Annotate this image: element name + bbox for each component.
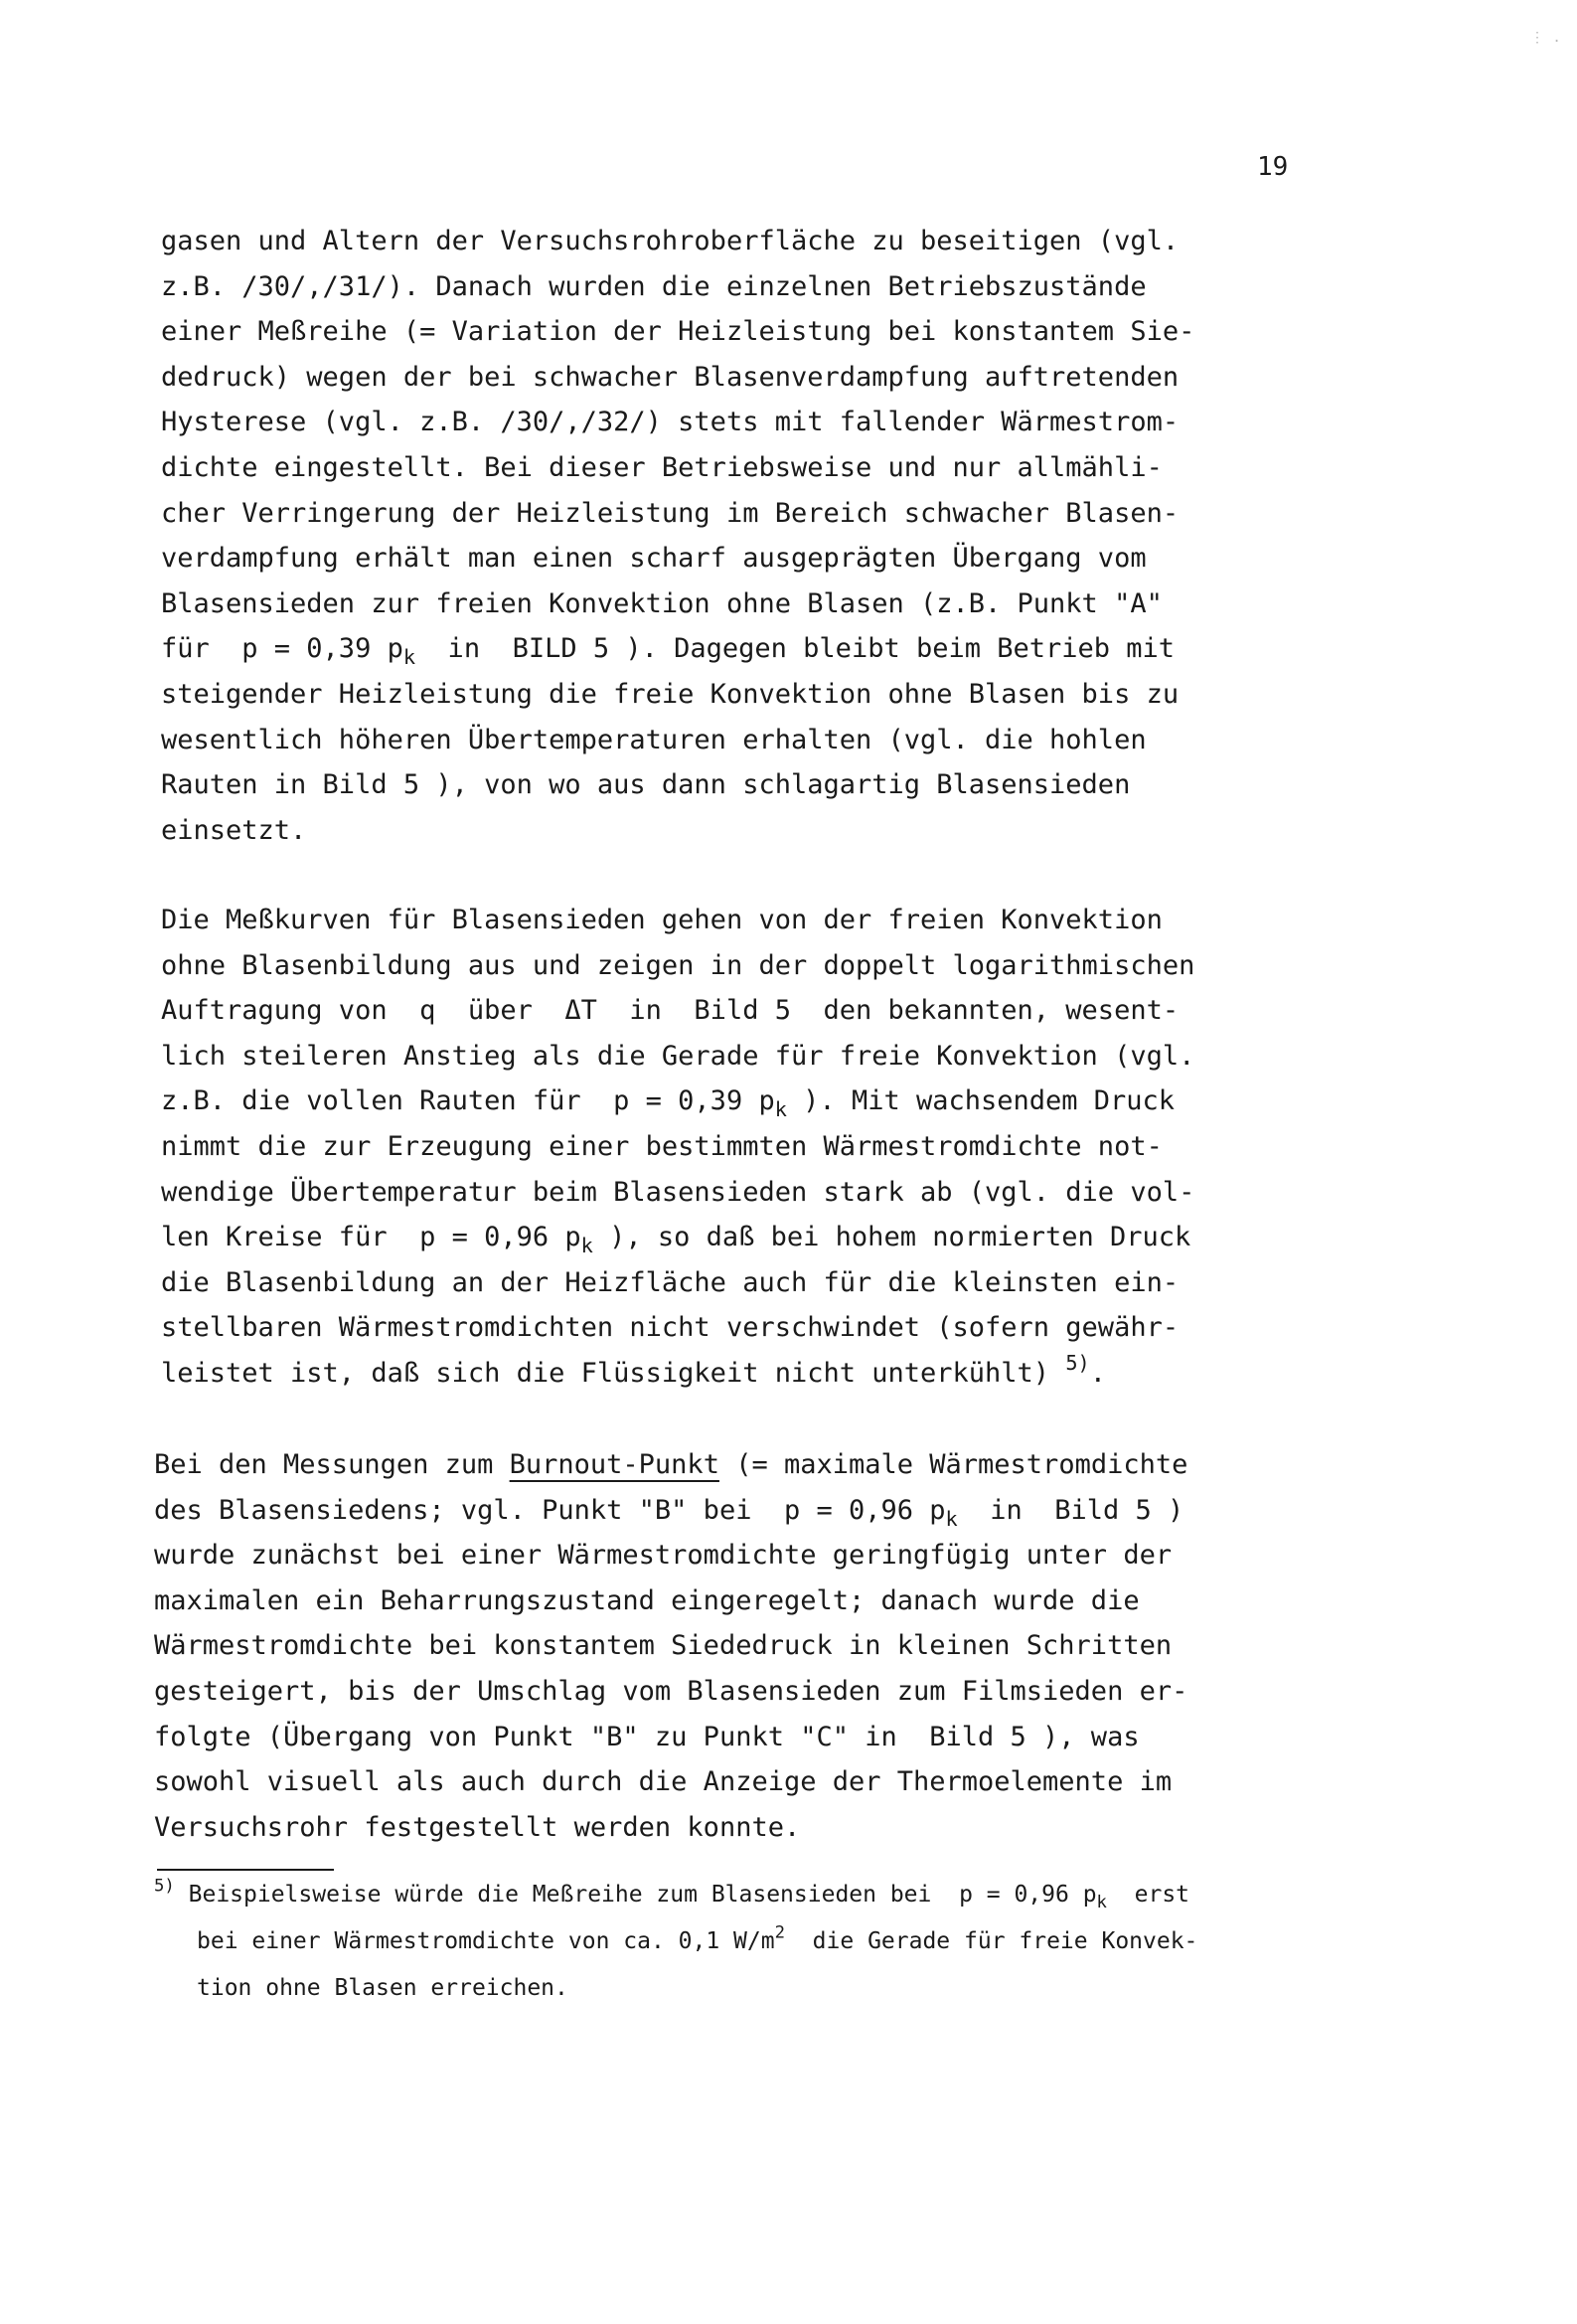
subscript-k: k xyxy=(580,1234,593,1258)
underlined-term: Burnout-Punkt xyxy=(509,1449,719,1480)
footnote-line xyxy=(154,1872,1337,1918)
text-line: folgte (Übergang von Punkt "B" zu Punkt "C" in Bild 5 ), was xyxy=(154,1721,1140,1752)
text-segment: für p = 0,39 p xyxy=(161,633,403,665)
subscript-k: k xyxy=(1096,1893,1107,1913)
text-segment: erst xyxy=(1106,1882,1190,1908)
text-line: einer Meßreihe (= Variation der Heizleistung bei konstantem Sie- xyxy=(161,316,1195,348)
paragraph-hysteresis xyxy=(161,219,1343,853)
text-segment: des Blasensiedens; vgl. Punkt "B" bei p = 0,96 p xyxy=(154,1494,946,1526)
text-segment: leistet ist, daß sich die Flüssigkeit nicht unterkühlt) xyxy=(161,1357,1066,1389)
text-line: Auftragung von q über ΔT in Bild 5 den bekannten, wesent- xyxy=(161,995,1180,1027)
text-line xyxy=(154,1442,1337,1488)
text-line: gesteigert, bis der Umschlag vom Blasensieden zum Filmsieden er- xyxy=(154,1675,1188,1707)
text-line: wendige Übertemperatur beim Blasensieden stark ab (vgl. die vol- xyxy=(161,1176,1195,1208)
text-line xyxy=(161,1351,1343,1397)
text-line: sowohl visuell als auch durch die Anzeige der Thermoelemente im xyxy=(154,1766,1173,1798)
text-line: maximalen ein Beharrungszustand eingeregelt; danach wurde die xyxy=(154,1584,1140,1616)
paragraph-bubble-boiling xyxy=(161,898,1343,1397)
text-line: Die Meßkurven für Blasensieden gehen von der freien Konvektion xyxy=(161,905,1163,935)
text-line: gasen und Altern der Versuchsrohroberfläche zu beseitigen (vgl. xyxy=(161,226,1180,256)
text-line: dedruck) wegen der bei schwacher Blasenverdampfung auftretenden xyxy=(161,361,1180,393)
text-segment: . xyxy=(1089,1357,1106,1389)
subscript-k: k xyxy=(402,645,416,670)
superscript-2: 2 xyxy=(774,1922,785,1943)
text-line: lich steileren Anstieg als die Gerade für freie Konvektion (vgl. xyxy=(161,1040,1195,1072)
scan-corner-mark: ⋮ . xyxy=(1530,30,1561,46)
text-segment: Beispielsweise würde die Meßreihe zum Blasensieden bei p = 0,96 p xyxy=(174,1882,1097,1908)
text-line: nimmt die zur Erzeugung einer bestimmten Wärmestromdichte not- xyxy=(161,1130,1163,1162)
text-line xyxy=(154,1488,1337,1534)
text-segment: z.B. die vollen Rauten für p = 0,39 p xyxy=(161,1085,775,1117)
text-line: stellbaren Wärmestromdichten nicht verschwindet (sofern gewähr- xyxy=(161,1312,1180,1344)
paragraph-burnout xyxy=(154,1442,1337,1850)
footnote xyxy=(154,1872,1337,2012)
text-line: cher Verringerung der Heizleistung im Bereich schwacher Blasen- xyxy=(161,497,1180,529)
text-segment: ), so daß bei hohem normierten Druck xyxy=(592,1222,1191,1253)
footnote-rule xyxy=(157,1869,334,1871)
subscript-k: k xyxy=(945,1506,958,1531)
text-line: Wärmestromdichte bei konstantem Siededruck in kleinen Schritten xyxy=(154,1630,1173,1662)
text-line: ohne Blasenbildung aus und zeigen in der doppelt logarithmischen xyxy=(161,949,1195,981)
text-segment: die Gerade für freie Konvek- xyxy=(784,1928,1198,1954)
footnote-marker: 5) xyxy=(154,1876,175,1897)
text-line: z.B. /30/,/31/). Danach wurden die einzelnen Betriebszustände xyxy=(161,270,1147,302)
footnote-reference: 5) xyxy=(1065,1350,1090,1375)
text-line: Rauten in Bild 5 ), von wo aus dann schlagartig Blasensieden xyxy=(161,769,1131,801)
text-line xyxy=(161,1215,1343,1260)
text-segment: Bei den Messungen zum xyxy=(154,1449,510,1480)
text-line: wurde zunächst bei einer Wärmestromdichte geringfügig unter der xyxy=(154,1540,1173,1572)
footnote-line: tion ohne Blasen erreichen. xyxy=(197,1975,568,2001)
text-line: steigender Heizleistung die freie Konvektion ohne Blasen bis zu xyxy=(161,678,1180,710)
page-number: 19 xyxy=(1257,152,1289,182)
text-segment: (= maximale Wärmestromdichte xyxy=(718,1449,1188,1480)
text-line xyxy=(161,626,1343,672)
text-line xyxy=(161,1079,1343,1124)
text-segment: len Kreise für p = 0,96 p xyxy=(161,1222,581,1253)
text-line: dichte eingestellt. Bei dieser Betriebsweise und nur allmähli- xyxy=(161,451,1163,483)
text-line: Versuchsrohr festgestellt werden konnte. xyxy=(154,1811,801,1843)
text-line: Hysterese (vgl. z.B. /30/,/32/) stets mit fallender Wärmestrom- xyxy=(161,407,1180,438)
text-line: verdampfung erhält man einen scharf ausgeprägten Übergang vom xyxy=(161,543,1147,575)
text-line: Blasensieden zur freien Konvektion ohne Blasen (z.B. Punkt "A" xyxy=(161,587,1163,619)
text-line: einsetzt. xyxy=(161,814,307,846)
text-segment: in BILD 5 ). Dagegen bleibt beim Betrieb mit xyxy=(415,633,1176,665)
text-segment: in Bild 5 ) xyxy=(957,1494,1184,1526)
text-line: wesentlich höheren Übertemperaturen erhalten (vgl. die hohlen xyxy=(161,724,1147,755)
footnote-line xyxy=(154,1918,1337,1965)
text-segment: ). Mit wachsendem Druck xyxy=(786,1085,1176,1117)
text-line: die Blasenbildung an der Heizfläche auch für die kleinsten ein- xyxy=(161,1266,1180,1298)
subscript-k: k xyxy=(774,1097,787,1122)
text-segment: bei einer Wärmestromdichte von ca. 0,1 W/m xyxy=(197,1928,775,1954)
